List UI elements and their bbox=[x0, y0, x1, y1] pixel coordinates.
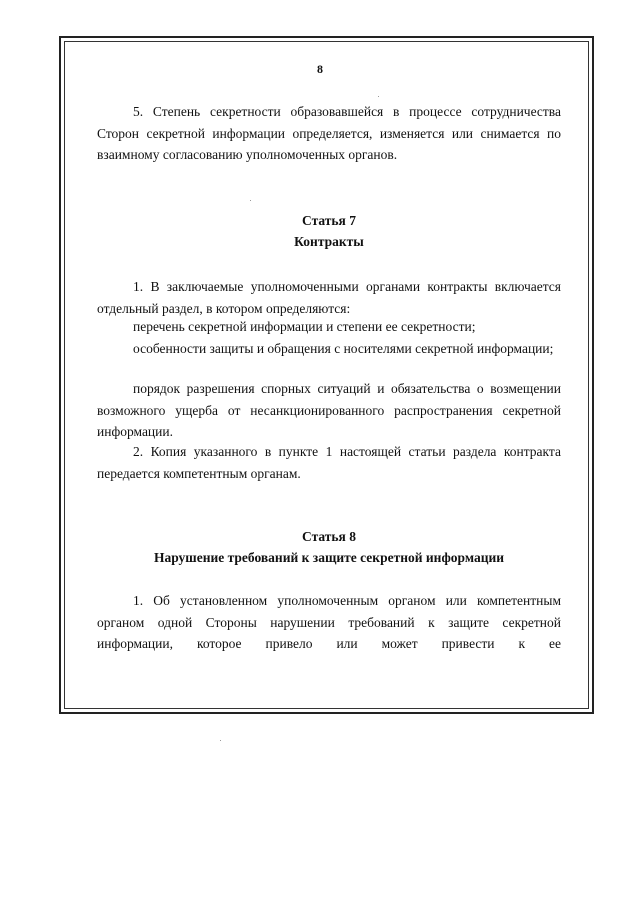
article-7-paragraph-2: 2. Копия указанного в пункте 1 настоящей статьи раздела контракта передается компетентным органам. bbox=[97, 444, 561, 481]
scan-speck bbox=[220, 740, 221, 741]
paragraph-5-secrecy-level: 5. Степень секретности образовавшейся в процессе сотрудничества Сторон секретной информации определяется, изменяется или снимается по взаимному согласованию уполномоченных органов. bbox=[97, 104, 561, 162]
article-7-list-item-1: перечень секретной информации и степени ее секретности; bbox=[133, 319, 476, 334]
article-8-subtitle: Нарушение требований к защите секретной информации bbox=[153, 550, 505, 565]
article-7-subtitle: Контракты bbox=[294, 234, 364, 249]
article-8-paragraph-1: 1. Об установленном уполномоченным органом или компетентным органом одной Стороны нарушении требований к защите секретной информации, которое привело или может привести к ее bbox=[97, 593, 561, 651]
article-7-title: Статья 7 bbox=[302, 213, 356, 228]
article-7-list-item-2: особенности защиты и обращения с носителями секретной информации; bbox=[133, 341, 554, 356]
article-7-paragraph-1: 1. В заключаемые уполномоченными органами контракты включается отдельный раздел, в котором определяются: bbox=[97, 279, 561, 316]
page-number: 8 bbox=[317, 62, 323, 76]
article-7-list-item-3: порядок разрешения спорных ситуаций и обязательства о возмещении возможного ущерба от несанкционированного распространения секретной информации. bbox=[97, 381, 561, 439]
article-8-title: Статья 8 bbox=[302, 529, 356, 544]
scan-speck bbox=[250, 200, 251, 201]
scan-speck bbox=[378, 96, 379, 97]
